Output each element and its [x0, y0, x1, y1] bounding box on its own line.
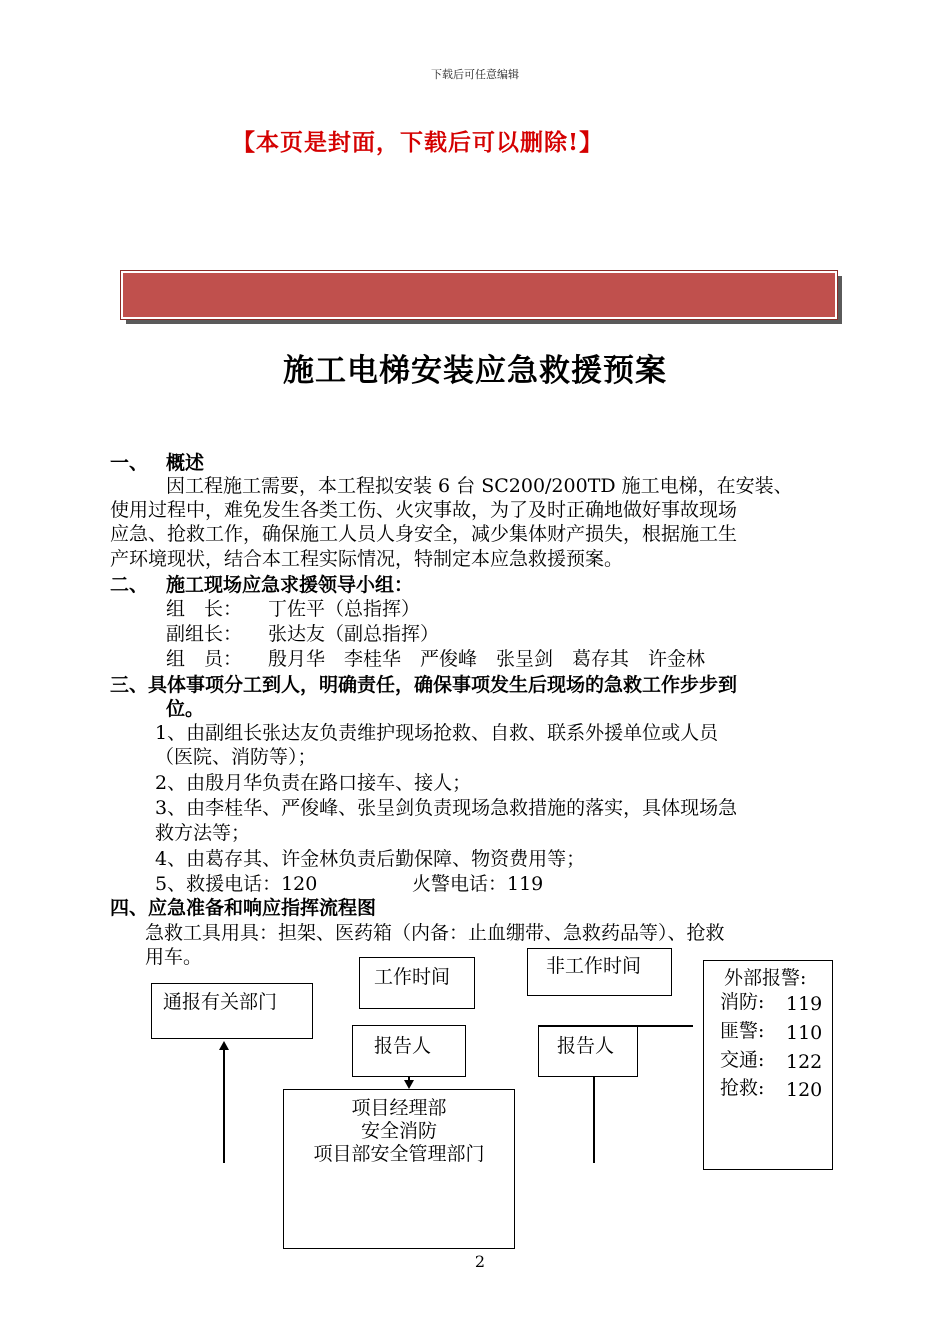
notify-departments-label: 通报有关部门: [163, 991, 278, 1013]
reporter-left-label: 报告人: [374, 1035, 432, 1057]
members-names: 殷月华 李桂华 严俊峰 张呈剑 葛存其 许金林: [268, 648, 706, 670]
page-header: 下载后可任意编辑: [431, 68, 519, 81]
fire-phone: 火警电话：119: [412, 873, 544, 895]
leader-names: 丁佐平（总指挥）: [268, 598, 421, 620]
section1-line-3: 应急、抢救工作，确保施工人员人身安全，减少集体财产损失，根据施工生: [110, 523, 738, 545]
title-banner: [121, 271, 837, 319]
alarm-traffic-number: 122: [786, 1051, 823, 1073]
section3-item-4: 4、由葛存其、许金林负责后勤保障、物资费用等；: [155, 848, 586, 870]
deputy-role: 副组长：: [166, 623, 243, 645]
project-line-1: 项目经理部: [351, 1097, 447, 1119]
section3-item-3: 3、由李桂华、严俊峰、张呈剑负责现场急救措施的落实，具体现场急: [155, 797, 738, 819]
section4-line-1: 急救工具用具：担架、医药箱（内备：止血绷带、急救药品等）、抢救: [145, 922, 725, 944]
section3-heading-line2: 位。: [166, 698, 205, 720]
work-time-label: 工作时间: [374, 966, 451, 988]
deputy-names: 张达友（副总指挥）: [268, 623, 440, 645]
arrow-down-icon: [404, 1080, 414, 1089]
external-alarm-title: 外部报警:: [724, 967, 807, 989]
section2-heading: 施工现场应急求援领导小组：: [166, 574, 414, 596]
project-line-2: 安全消防: [360, 1120, 437, 1142]
alarm-fire-number: 119: [786, 993, 823, 1015]
section1-number: 一、: [110, 452, 149, 474]
members-role: 组 员：: [166, 648, 243, 670]
alarm-rescue-label: 抢救:: [720, 1077, 765, 1099]
cover-note: 【本页是封面，下载后可以删除!】: [232, 129, 604, 156]
alarm-police-number: 110: [786, 1022, 823, 1044]
leader-role: 组 长：: [166, 598, 243, 620]
section3-item-3-cont: 救方法等；: [155, 822, 251, 844]
section3-heading-line1: 三、具体事项分工到人，明确责任，确保事项发生后现场的急救工作步步到: [110, 674, 738, 696]
section1-line-2: 使用过程中，难免发生各类工伤、火灾事故，为了及时正确地做好事故现场: [110, 499, 738, 521]
connector-right-horizontal: [538, 1025, 693, 1027]
section3-item-1-cont: （医院、消防等）；: [155, 746, 317, 768]
section3-item-5: 5、救援电话：120: [155, 873, 318, 895]
connector-notify-up: [223, 1050, 225, 1163]
section1-line-4: 产环境现状，结合本工程实际情况，特制定本应急救援预案。: [110, 548, 624, 570]
section3-item-1: 1、由副组长张达友负责维护现场抢救、自救、联系外援单位或人员: [155, 722, 719, 744]
section4-heading: 四、应急准备和响应指挥流程图: [110, 897, 377, 919]
section1-line-1: 因工程施工需要，本工程拟安装 6 台 SC200/200TD 施工电梯，在安装、: [166, 475, 793, 497]
document-title: 施工电梯安装应急救援预案: [283, 353, 667, 389]
alarm-fire-label: 消防:: [720, 991, 765, 1013]
reporter-right-label: 报告人: [557, 1035, 615, 1057]
section4-line-2: 用车。: [145, 946, 203, 968]
section3-item-2: 2、由殷月华负责在路口接车、接人；: [155, 772, 472, 794]
arrow-up-icon: [219, 1041, 229, 1050]
page-number: 2: [474, 1252, 486, 1271]
alarm-traffic-label: 交通:: [720, 1049, 765, 1071]
non-work-time-label: 非工作时间: [546, 955, 642, 977]
alarm-police-label: 匪警:: [720, 1020, 765, 1042]
connector-reporter-right-down: [593, 1077, 595, 1163]
project-line-3: 项目部安全管理部门: [313, 1143, 485, 1165]
section1-heading: 概述: [166, 452, 205, 474]
alarm-rescue-number: 120: [786, 1079, 823, 1101]
section2-number: 二、: [110, 574, 149, 596]
